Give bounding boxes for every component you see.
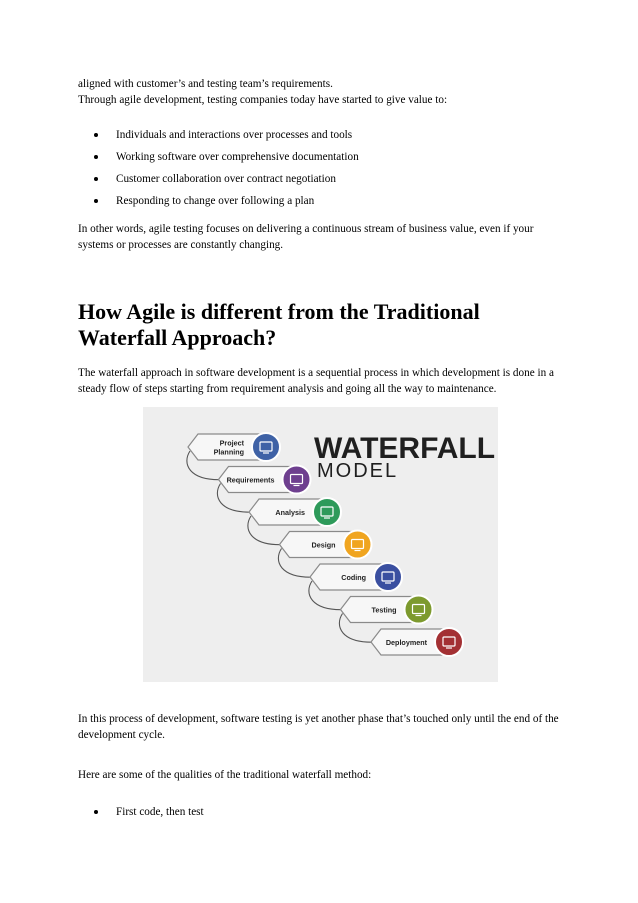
- figure-subtitle: MODEL: [317, 460, 399, 482]
- bullet-icon: [94, 155, 98, 159]
- waterfall-step: [371, 628, 463, 656]
- paper-plane-icon: [435, 628, 463, 656]
- gear-check-icon: [405, 596, 433, 624]
- bullet-icon: [94, 810, 98, 814]
- step-label: Testing: [371, 605, 397, 615]
- step-label: Analysis: [275, 508, 305, 517]
- step-label: Planning: [213, 447, 244, 457]
- summary-paragraph: In other words, agile testing focuses on delivering a continuous stream of business value, even if your systems or processes are constantly changing.: [78, 223, 534, 251]
- monitor-gear-icon: [252, 433, 280, 461]
- step-label: Deployment: [385, 638, 427, 647]
- list-item: Customer collaboration over contract negotiation: [78, 171, 558, 193]
- step-label: Design: [311, 540, 336, 550]
- list-item: Responding to change over following a plan: [78, 193, 558, 215]
- section-heading: How Agile is different from the Traditional Waterfall Approach?: [78, 299, 480, 350]
- bullet-icon: [94, 133, 98, 137]
- waterfall-model-figure: [143, 407, 498, 682]
- code-window-icon: [374, 563, 402, 591]
- waterfall-intro-paragraph: The waterfall approach in software development is a sequential process in which development is done in a steady flow of steps starting from requirement analysis and going all the way to maintenance.: [78, 367, 554, 395]
- qualities-intro: Here are some of the qualities of the traditional waterfall method:: [78, 769, 372, 781]
- chart-screen-icon: [313, 498, 341, 526]
- step-label: Project: [219, 438, 244, 448]
- intro-line-1: aligned with customer’s and testing team’s requirements.: [78, 78, 333, 90]
- intro-line-2: Through agile development, testing companies today have started to give value to:: [78, 94, 448, 106]
- list-item: Individuals and interactions over processes and tools: [78, 127, 558, 149]
- waterfall-qualities-list: [78, 804, 558, 826]
- bullet-icon: [94, 177, 98, 181]
- city-icon: [283, 466, 311, 494]
- agile-values-list: [78, 127, 558, 215]
- waterfall-diagram: [143, 407, 498, 682]
- step-label: Requirements: [226, 475, 275, 485]
- list-item: First code, then test: [78, 804, 558, 826]
- figure-title: WATERFALL: [314, 432, 496, 465]
- list-item: Working software over comprehensive documentation: [78, 149, 558, 171]
- step-label: Coding: [341, 573, 366, 582]
- bullet-icon: [94, 199, 98, 203]
- testing-phase-paragraph: In this process of development, software testing is yet another phase that’s touched only until the end of the development cycle.: [78, 713, 559, 741]
- design-screen-icon: [344, 531, 372, 559]
